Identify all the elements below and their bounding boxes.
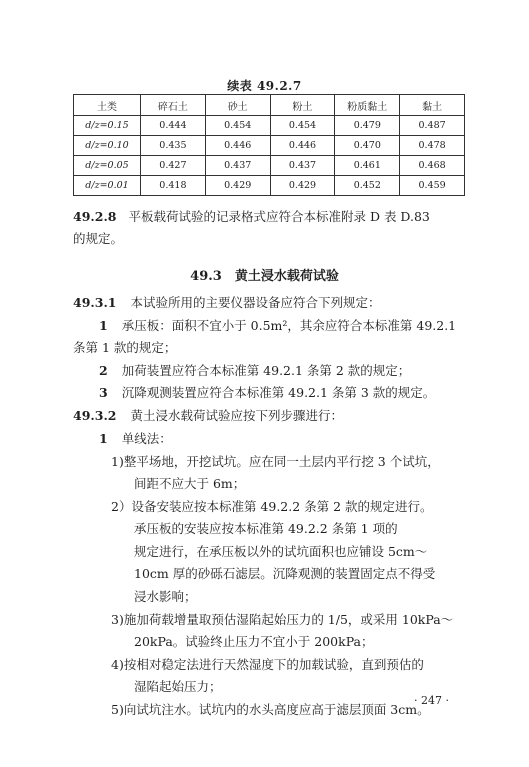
row-label-cell: d/z=0.05 [74, 156, 141, 176]
step-4-line1: 4)按相对稳定法进行天然湿度下的加载试验，直到预估的 [111, 657, 424, 672]
step-1-line2: 间距不应大于 6m； [134, 476, 246, 491]
row-label-cell: d/z=0.10 [74, 136, 141, 156]
section-title: 49.3 黄土浸水载荷试验 [190, 269, 339, 284]
item-text: 加荷装置应符合本标准第 49.2.1 条第 2 款的规定； [121, 363, 411, 378]
header-cell: 粉质黏土 [335, 95, 400, 116]
item-number: 1 [99, 318, 108, 333]
table-cell: 0.444 [141, 116, 206, 136]
item-text: 单线法： [121, 431, 172, 446]
table-cell: 0.479 [335, 116, 400, 136]
header-cell: 砂土 [205, 95, 270, 116]
list-item-2 [99, 361, 410, 380]
step-3-line2: 20kPa。试验终止压力不宜小于 200kPa； [134, 634, 374, 649]
list-item-1-cont: 条第 1 款的规定； [73, 340, 177, 355]
step-2-line5: 浸水影响； [134, 589, 197, 604]
table-title: 续表 49.2.7 [227, 79, 302, 93]
list-item-3 [99, 383, 435, 402]
table-cell: 0.459 [400, 176, 465, 196]
item-number: 3 [99, 385, 108, 400]
table-row [74, 176, 465, 196]
table-cell: 0.429 [270, 176, 335, 196]
step-2-line3: 规定进行，在承压板以外的试坑面积也应铺设 5cm～ [134, 544, 428, 559]
clause-49-3-2-heading [73, 406, 343, 425]
table-row [74, 116, 465, 136]
table-cell: 0.487 [400, 116, 465, 136]
step-3-line1: 3)施加荷载增量取预估湿陷起始压力的 1/5，或采用 10kPa～ [111, 612, 454, 627]
table-cell: 0.435 [141, 136, 206, 156]
row-label-cell: d/z=0.15 [74, 116, 141, 136]
header-cell: 碎石土 [141, 95, 206, 116]
item-text: 承压板：面积不宜小于 0.5m²，其余应符合本标准第 49.2.1 [121, 318, 457, 333]
step-2-line4: 10cm 厚的砂砾石滤层。沉降观测的装置固定点不得受 [134, 566, 436, 581]
clause-text: 黄土浸水载荷试验应按下列步骤进行： [130, 408, 343, 423]
table-cell: 0.427 [141, 156, 206, 176]
header-cell: 黏土 [400, 95, 465, 116]
row-label-cell: d/z=0.01 [74, 176, 141, 196]
table-cell: 0.418 [141, 176, 206, 196]
step-1-line1: 1)整平场地，开挖试坑。应在同一土层内平行挖 3 个试坑， [111, 454, 440, 469]
header-cell: 粉土 [270, 95, 335, 116]
clause-49-3-1-heading [73, 293, 381, 312]
clause-49-2-8-line1 [73, 207, 430, 226]
table-header-row [74, 95, 465, 116]
step-2-line1: 2）设备安装应按本标准第 49.2.2 条第 2 款的规定进行。 [111, 499, 433, 514]
table-row [74, 156, 465, 176]
table-cell: 0.454 [205, 116, 270, 136]
item-text: 沉降观测装置应符合本标准第 49.2.1 条第 3 款的规定。 [121, 385, 436, 400]
step-4-line2: 湿陷起始压力； [134, 679, 222, 694]
header-cell: 土类 [74, 95, 141, 116]
clause-number: 49.2.8 [73, 209, 117, 224]
method-item-1 [99, 429, 172, 448]
item-number: 2 [99, 363, 108, 378]
table-cell: 0.478 [400, 136, 465, 156]
table-cell: 0.437 [205, 156, 270, 176]
clause-number: 49.3.2 [73, 408, 117, 423]
table-cell: 0.437 [270, 156, 335, 176]
coefficient-table [73, 94, 465, 196]
table-cell: 0.468 [400, 156, 465, 176]
clause-text: 本试验所用的主要仪器设备应符合下列规定： [130, 295, 381, 310]
table-cell: 0.446 [205, 136, 270, 156]
table-cell: 0.452 [335, 176, 400, 196]
clause-49-2-8-line2: 的规定。 [73, 231, 124, 246]
table-cell: 0.446 [270, 136, 335, 156]
list-item-1 [99, 316, 456, 335]
table-row [74, 136, 465, 156]
table-cell: 0.429 [205, 176, 270, 196]
table-cell: 0.470 [335, 136, 400, 156]
table-cell: 0.454 [270, 116, 335, 136]
clause-text: 平板载荷试验的记录格式应符合本标准附录 D 表 D.83 [128, 209, 430, 224]
page-number: · 247 · [414, 694, 449, 707]
clause-number: 49.3.1 [73, 295, 117, 310]
step-5-line1: 5)向试坑注水。试坑内的水头高度应高于滤层顶面 3cm。 [111, 702, 430, 717]
step-2-line2: 承压板的安装应按本标准第 49.2.2 条第 1 项的 [134, 521, 398, 536]
item-number: 1 [99, 431, 108, 446]
table-cell: 0.461 [335, 156, 400, 176]
